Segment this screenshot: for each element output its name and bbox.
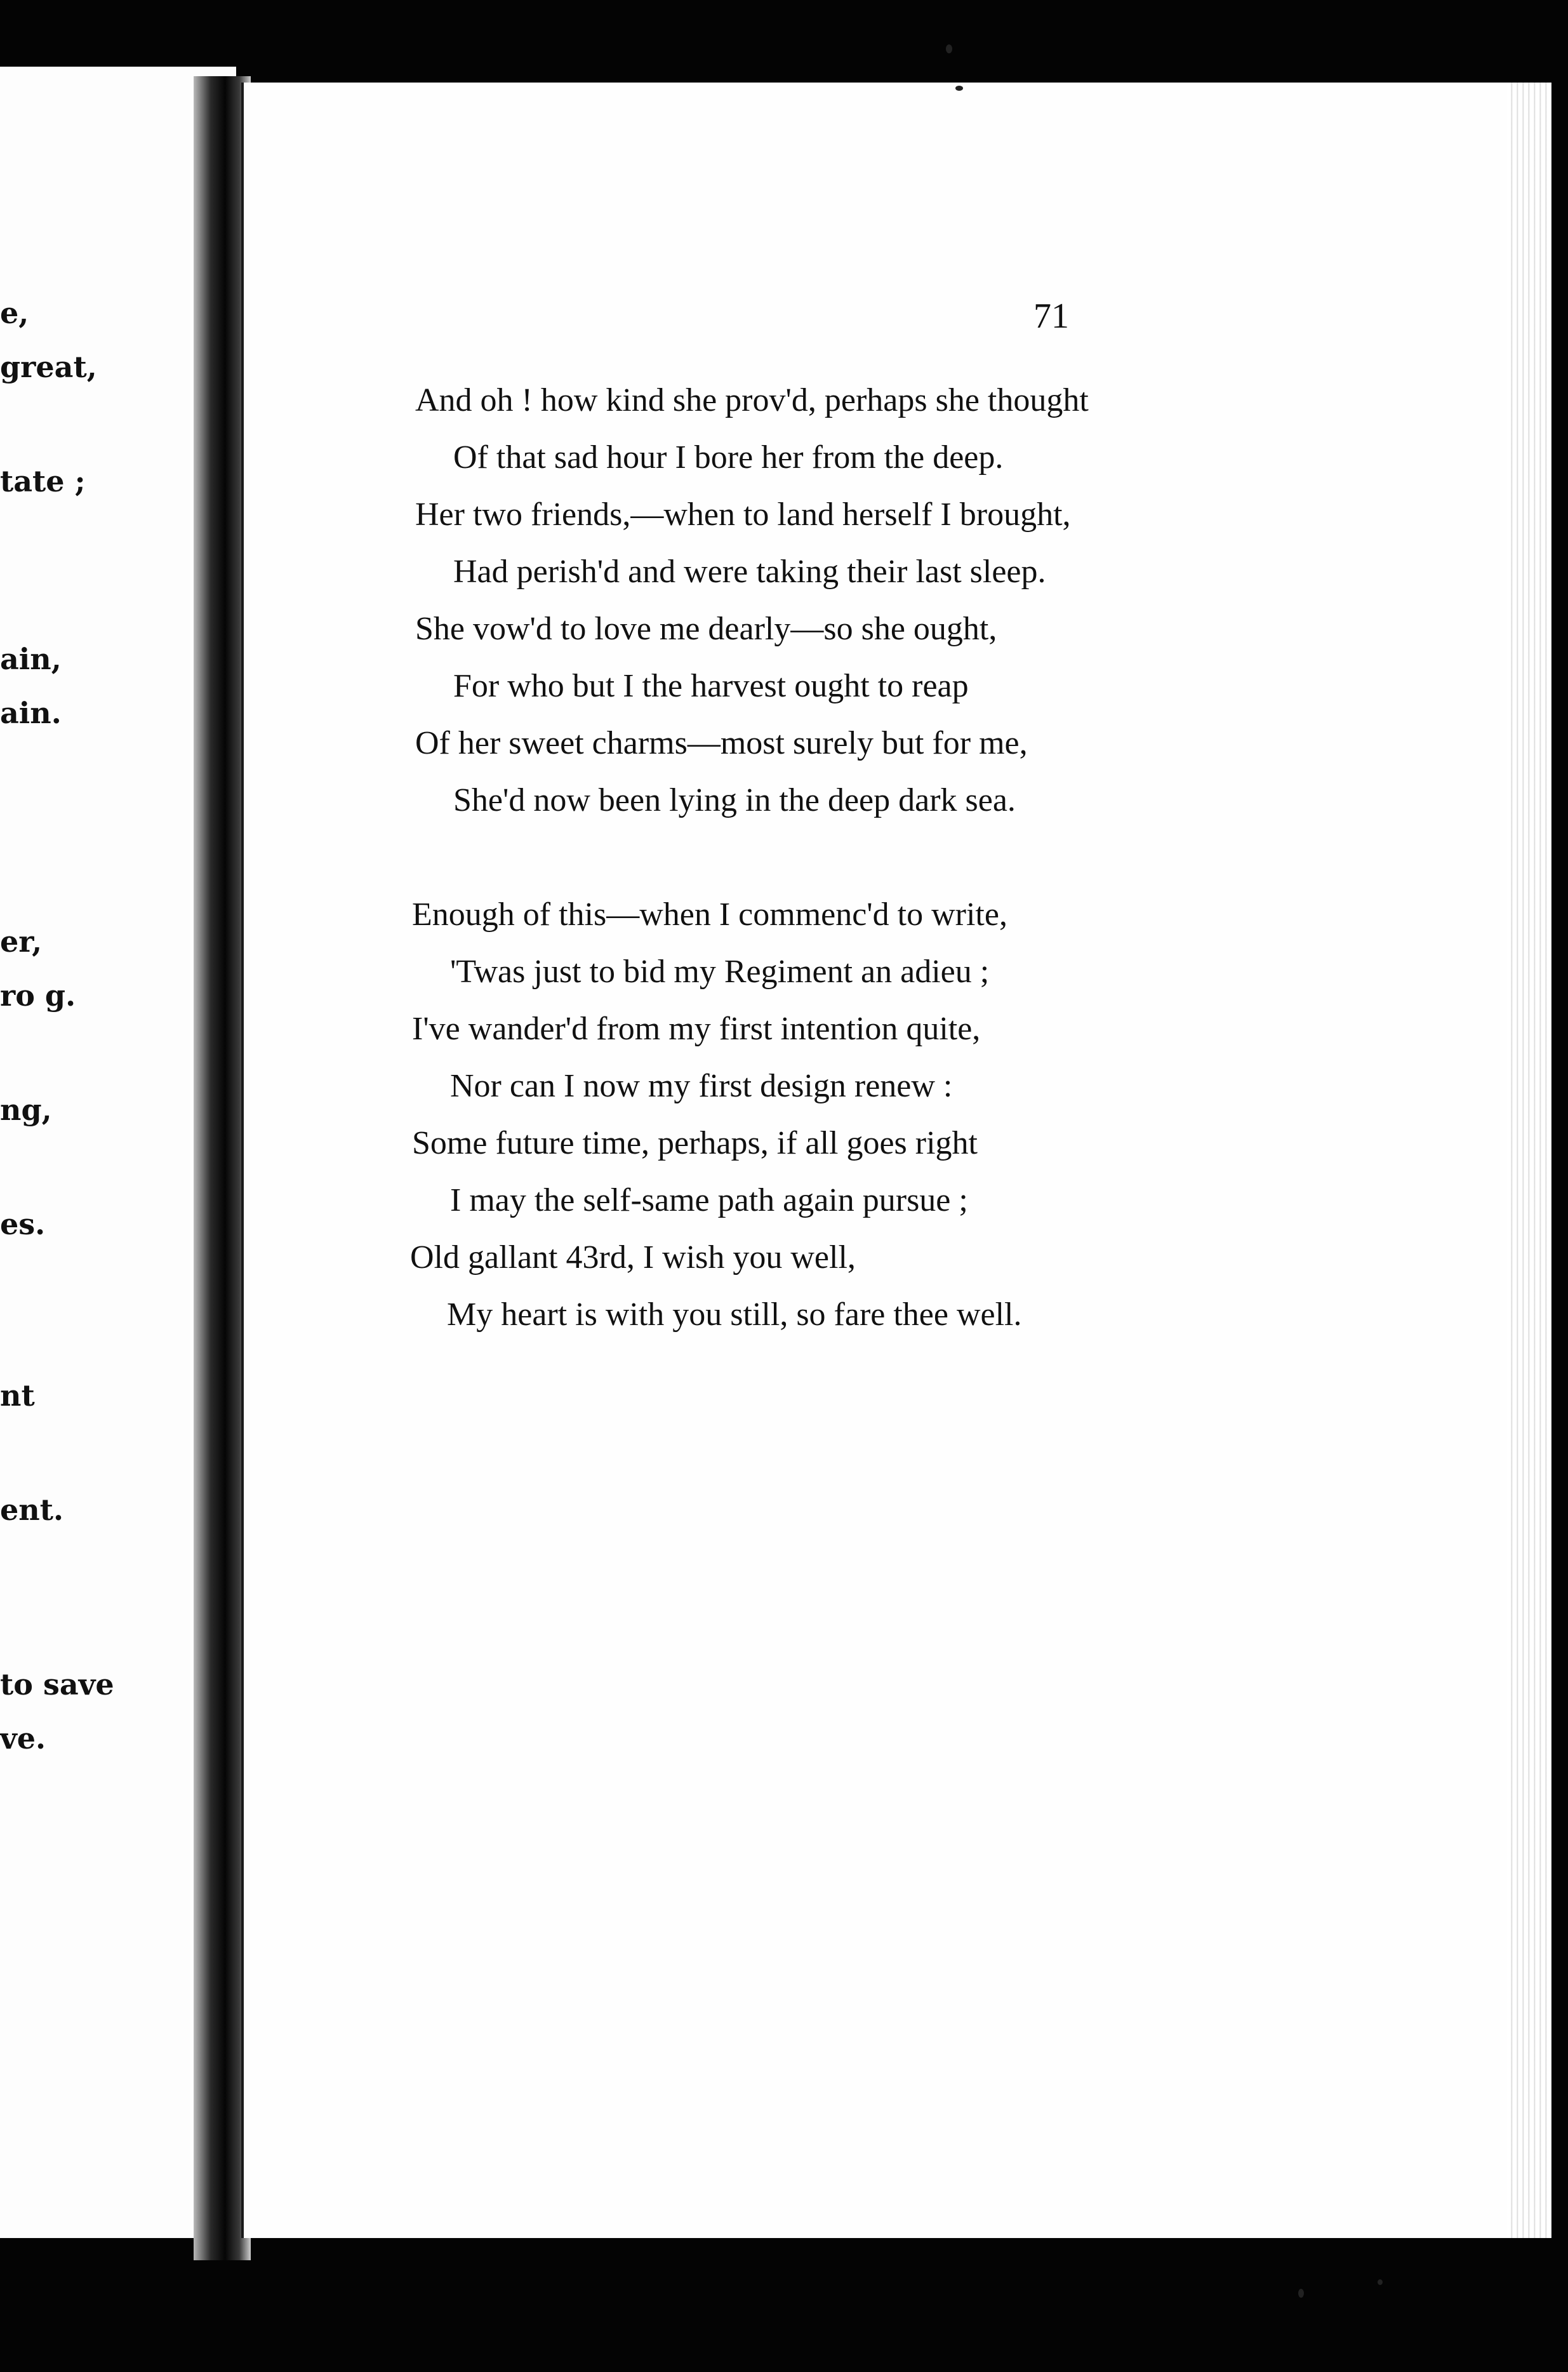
poem-line: I've wander'd from my first intention quite,	[412, 1011, 981, 1047]
poem-line: Her two friends,—when to land herself I brought,	[415, 496, 1071, 533]
poem-line: My heart is with you still, so fare thee well.	[447, 1296, 1022, 1333]
poem-line: Nor can I now my first design renew :	[450, 1068, 953, 1104]
left-fragment: ent.	[0, 1493, 63, 1527]
poem-line: She'd now been lying in the deep dark sea.	[453, 782, 1016, 818]
left-fragment: to save	[0, 1667, 114, 1702]
poem-line: And oh ! how kind she prov'd, perhaps she thought	[415, 382, 1089, 418]
poem-line: Some future time, perhaps, if all goes right	[412, 1125, 978, 1161]
scan-speck	[946, 44, 952, 53]
poem-line: For who but I the harvest ought to reap	[453, 668, 969, 704]
left-fragment: ain,	[0, 642, 62, 676]
poem-line: She vow'd to love me dearly—so she ought,	[415, 611, 997, 647]
page-edge	[1507, 83, 1551, 2238]
left-fragment: ng,	[0, 1093, 52, 1127]
left-fragment: er,	[0, 924, 43, 959]
poem-line: Enough of this—when I commenc'd to write,	[412, 896, 1007, 933]
left-fragment: es.	[0, 1207, 46, 1241]
left-fragment: tate ;	[0, 464, 86, 498]
left-fragment: ve.	[0, 1721, 46, 1756]
main-page	[241, 83, 1551, 2238]
left-fragment: nt	[0, 1378, 35, 1413]
page-number: 71	[1033, 296, 1069, 336]
poem-line: Of that sad hour I bore her from the deep.	[453, 439, 1004, 476]
left-fragment: e,	[0, 296, 29, 330]
poem-line: I may the self-same path again pursue ;	[450, 1182, 968, 1218]
poem-line: Of her sweet charms—most surely but for me,	[415, 725, 1028, 761]
scan-speck	[1298, 2289, 1304, 2298]
left-fragment: ain.	[0, 696, 62, 730]
poem-line: 'Twas just to bid my Regiment an adieu ;	[450, 954, 990, 990]
scan-speck	[1378, 2279, 1383, 2285]
left-fragment: ro g.	[0, 978, 76, 1013]
scan-speck	[955, 86, 963, 91]
left-fragment: great,	[0, 350, 97, 384]
poem-line: Old gallant 43rd, I wish you well,	[410, 1239, 856, 1276]
poem-line: Had perish'd and were taking their last sleep.	[453, 554, 1046, 590]
